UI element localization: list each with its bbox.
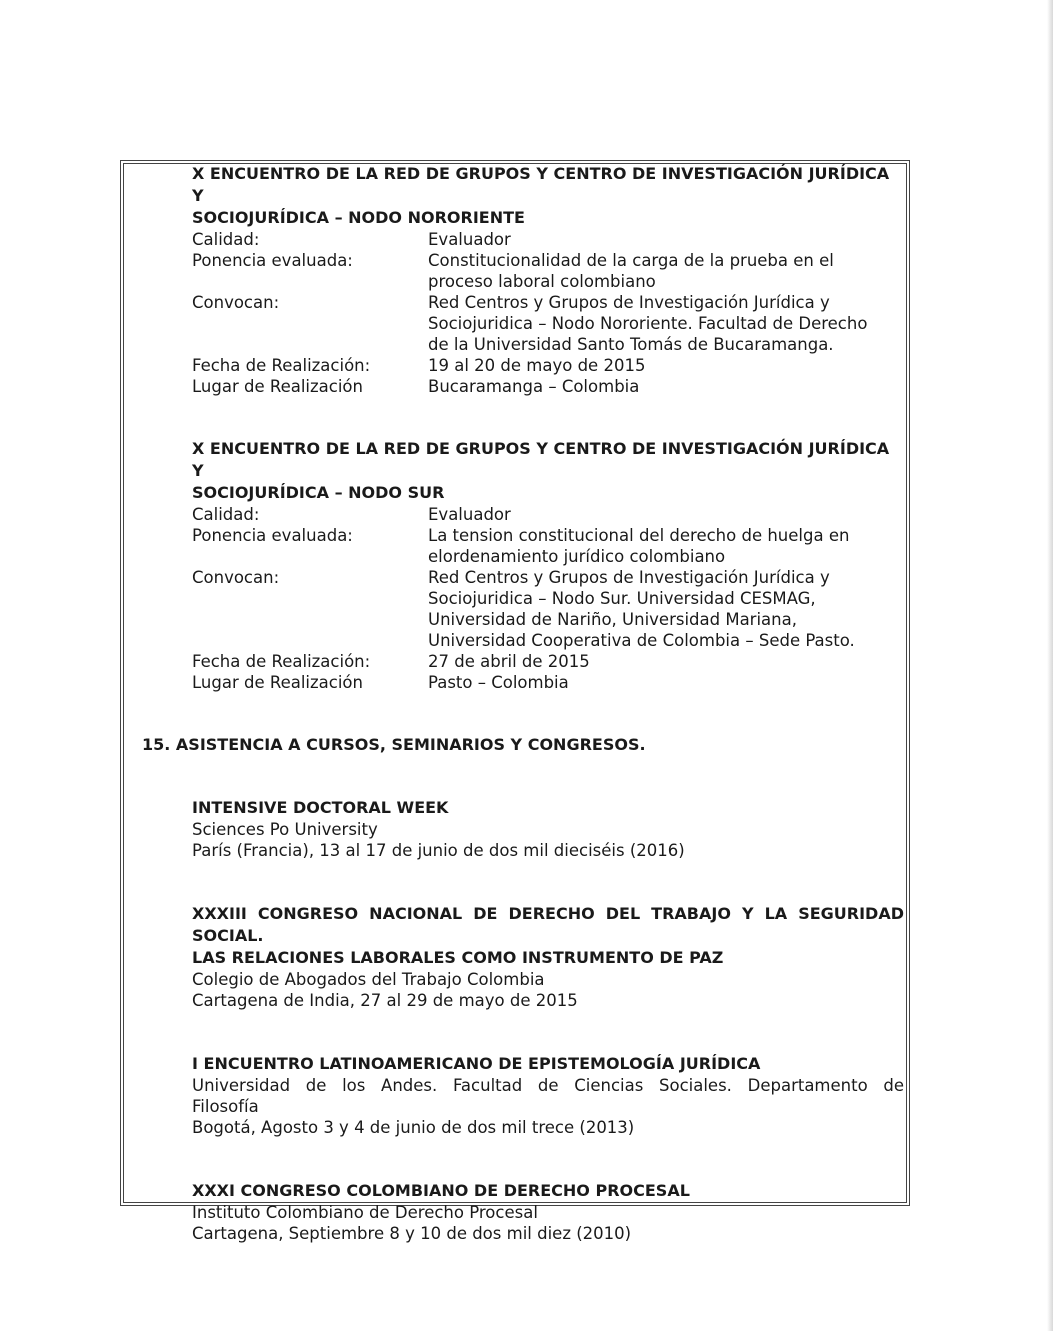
spacer xyxy=(192,861,904,903)
fecha-row: Fecha de Realización: 27 de abril de 2015 xyxy=(192,652,590,671)
spacer xyxy=(192,1138,904,1180)
course-item xyxy=(192,1053,904,1138)
document-content xyxy=(142,163,904,1244)
course-title: XXXI CONGRESO COLOMBIANO DE DERECHO PROCESAL xyxy=(192,1181,690,1200)
calidad-row: Calidad: Evaluador xyxy=(192,230,511,249)
lugar-row: Lugar de Realización Bucaramanga – Colombia xyxy=(192,377,640,396)
course-item xyxy=(192,903,904,1011)
course-line: Bogotá, Agosto 3 y 4 de junio de dos mil trece (2013) xyxy=(192,1118,635,1137)
convocan-row: Convocan: Red Centros y Grupos de Investigación Jurídica y Sociojuridica – Nodo Sur. Universidad CESMAG, Universidad de Nariño, Universidad Mariana, Universidad Cooperativa de Colombia – Sede Pasto. xyxy=(192,568,855,650)
course-line: Colegio de Abogados del Trabajo Colombia xyxy=(192,970,545,989)
lugar-row: Lugar de Realización Pasto – Colombia xyxy=(192,673,569,692)
convocan-row: Convocan: Red Centros y Grupos de Investigación Jurídica y Sociojuridica – Nodo Nororiente. Facultad de Derecho de la Universidad Santo Tomás de Bucaramanga. xyxy=(192,293,868,354)
course-line: Cartagena de India, 27 al 29 de mayo de 2015 xyxy=(192,991,578,1010)
section-heading: 15. ASISTENCIA A CURSOS, SEMINARIOS Y CONGRESOS. xyxy=(142,735,646,754)
course-item xyxy=(192,797,904,861)
fecha-row: Fecha de Realización: 19 al 20 de mayo de 2015 xyxy=(192,356,646,375)
course-title: XXXIII CONGRESO NACIONAL DE DERECHO DEL TRABAJO Y LA SEGURIDAD SOCIAL. LAS RELACIONES LABORALES COMO INSTRUMENTO DE PAZ xyxy=(192,904,904,967)
spacer xyxy=(192,397,904,438)
event-nororiente xyxy=(192,163,904,397)
page-edge-shadow xyxy=(1047,0,1053,1331)
course-line: París (Francia), 13 al 17 de junio de dos mil dieciséis (2016) xyxy=(192,841,685,860)
course-line: Instituto Colombiano de Derecho Procesal xyxy=(192,1203,538,1222)
event-sur xyxy=(192,438,904,693)
spacer xyxy=(192,1011,904,1053)
course-title: INTENSIVE DOCTORAL WEEK xyxy=(192,798,449,817)
ponencia-row: Ponencia evaluada: La tension constitucional del derecho de huelga en elordenamiento jurídico colombiano xyxy=(192,526,850,566)
course-line: Filosofía xyxy=(192,1097,259,1116)
course-item xyxy=(192,1180,904,1244)
calidad-row: Calidad: Evaluador xyxy=(192,505,511,524)
event-title: X ENCUENTRO DE LA RED DE GRUPOS Y CENTRO DE INVESTIGACIÓN JURÍDICA Y SOCIOJURÍDICA – NODO SUR xyxy=(192,439,890,502)
ponencia-row: Ponencia evaluada: Constitucionalidad de la carga de la prueba en el proceso laboral colombiano xyxy=(192,251,834,291)
course-line: Cartagena, Septiembre 8 y 10 de dos mil diez (2010) xyxy=(192,1224,632,1243)
course-line: Universidad de los Andes. Facultad de Ciencias Sociales. Departamento de xyxy=(192,1076,904,1095)
course-title: I ENCUENTRO LATINOAMERICANO DE EPISTEMOLOGÍA JURÍDICA xyxy=(192,1054,761,1073)
event-title: X ENCUENTRO DE LA RED DE GRUPOS Y CENTRO DE INVESTIGACIÓN JURÍDICA Y SOCIOJURÍDICA – NODO NORORIENTE xyxy=(192,164,890,227)
course-line: Sciences Po University xyxy=(192,820,378,839)
